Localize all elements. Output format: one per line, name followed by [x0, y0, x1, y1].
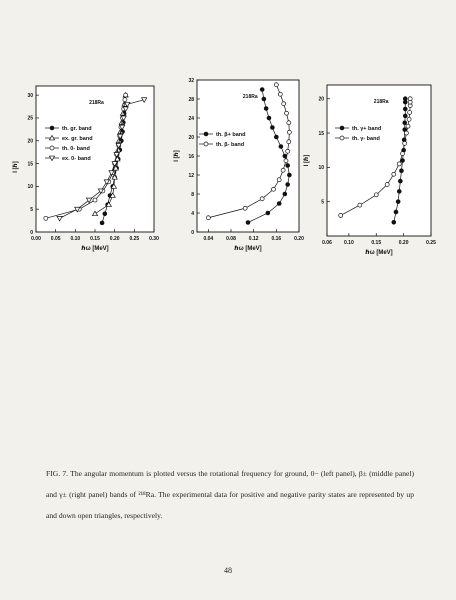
point-3-0-12: [403, 107, 407, 111]
point-2-1-1: [243, 206, 247, 210]
point-3-1-7: [403, 141, 407, 145]
point-3-0-1: [394, 210, 398, 214]
point-2-0-12: [264, 107, 268, 111]
y-tick-label-2-7: 28: [188, 96, 194, 103]
point-2-1-0: [206, 216, 210, 220]
point-2-0-8: [279, 145, 283, 149]
legend-label-1-2: th. 0- band: [62, 146, 90, 152]
y-tick-label-1-0: 0: [30, 229, 33, 236]
point-1-2-13: [123, 98, 127, 102]
point-2-0-13: [262, 97, 266, 101]
x-tick-label-1-0: 0.00: [31, 236, 41, 242]
point-3-1-6: [401, 152, 405, 156]
x-tick-label-3-2: 0.15: [371, 240, 382, 246]
point-2-0-3: [283, 192, 287, 196]
x-tick-label-3-4: 0.25: [426, 240, 436, 246]
point-3-0-11: [403, 114, 407, 118]
x-tick-label-3-3: 0.20: [398, 240, 409, 246]
point-2-0-0: [246, 221, 250, 225]
y-axis-label-3: I [ℏ]: [304, 154, 310, 167]
point-3-1-4: [392, 172, 396, 176]
point-2-1-6: [284, 159, 288, 163]
x-axis-label-2: ℏω [MeV]: [234, 246, 262, 252]
point-2-1-9: [287, 130, 291, 134]
point-3-0-14: [403, 97, 407, 101]
y-tick-label-2-3: 12: [188, 172, 194, 179]
legend-marker-3-1: [340, 136, 344, 140]
point-2-0-2: [277, 202, 281, 206]
y-tick-label-1-5: 25: [27, 115, 33, 122]
y-tick-label-3-1: 10: [318, 165, 324, 172]
point-2-0-6: [286, 164, 290, 168]
page-number: 48: [224, 566, 232, 575]
isotope-label-2: 218Ra: [242, 94, 258, 100]
x-tick-label-1-1: 0.05: [50, 236, 61, 242]
legend-label-2-1: th. β- band: [216, 142, 245, 148]
point-2-1-5: [281, 168, 285, 172]
panel-2: [173, 78, 304, 252]
x-tick-label-2-3: 0.16: [271, 236, 282, 242]
y-tick-label-3-0: 5: [321, 199, 324, 206]
point-3-0-3: [397, 189, 401, 193]
panel-1: [12, 86, 159, 252]
point-3-1-5: [397, 162, 401, 166]
x-tick-label-1-3: 0.15: [90, 236, 100, 242]
y-axis-label-1: I [ℏ]: [13, 161, 19, 173]
point-2-0-10: [270, 126, 274, 130]
point-2-1-8: [287, 140, 291, 144]
y-tick-label-1-3: 15: [27, 161, 33, 168]
legend-marker-1-2: [50, 146, 54, 150]
y-tick-label-1-1: 5: [30, 206, 33, 213]
legend-label-2-0: th. β+ band: [216, 132, 246, 138]
point-3-1-9: [406, 124, 410, 128]
x-tick-label-3-0: 0.06: [322, 240, 332, 246]
point-3-0-4: [398, 179, 402, 183]
x-axis-label-3: ℏω [MeV]: [365, 250, 393, 256]
legend-label-1-0: th. gr. band: [62, 126, 92, 132]
point-3-0-2: [396, 200, 400, 204]
legend-label-1-3: ex. 0- band: [62, 156, 91, 162]
point-3-1-1: [358, 203, 362, 207]
x-tick-label-1-6: 0.30: [149, 236, 159, 242]
point-2-0-11: [267, 116, 271, 120]
y-tick-label-2-4: 16: [188, 153, 194, 160]
point-2-1-7: [286, 149, 290, 153]
point-3-1-11: [408, 110, 412, 114]
legend-label-3-0: th. γ+ band: [352, 126, 382, 132]
x-tick-label-1-4: 0.20: [109, 236, 120, 242]
x-tick-label-2-4: 0.20: [294, 236, 304, 242]
point-1-0-1: [103, 212, 107, 216]
isotope-label-1: 218Ra: [89, 100, 104, 106]
legend-label-1-1: ex. gr. band: [62, 136, 93, 142]
figure-caption: [46, 463, 414, 526]
point-3-1-3: [385, 183, 389, 187]
point-2-1-2: [260, 197, 264, 201]
point-3-1-8: [404, 131, 408, 135]
y-tick-label-2-6: 24: [188, 115, 194, 122]
point-3-1-0: [339, 213, 343, 217]
isotope-label-3: 218Ra: [373, 99, 389, 105]
panel-3: [303, 85, 436, 256]
y-tick-label-3-3: 20: [318, 96, 324, 103]
point-3-0-10: [403, 121, 407, 125]
legend-marker-3-0: [340, 126, 344, 130]
point-3-1-10: [407, 117, 411, 121]
x-tick-label-1-2: 0.10: [70, 236, 81, 242]
point-3-0-5: [399, 169, 403, 173]
panel-1-frame: [36, 86, 154, 232]
point-2-1-14: [274, 83, 278, 87]
x-tick-label-1-5: 0.25: [129, 236, 140, 242]
point-2-1-4: [277, 178, 281, 182]
x-tick-label-2-2: 0.12: [248, 236, 259, 242]
point-2-1-3: [272, 187, 276, 191]
legend-marker-1-0: [50, 126, 54, 130]
y-tick-label-1-6: 30: [27, 92, 33, 99]
point-2-0-1: [266, 211, 270, 215]
y-tick-label-2-5: 20: [188, 134, 194, 141]
y-tick-label-2-1: 4: [191, 210, 194, 217]
x-tick-label-3-1: 0.10: [344, 240, 354, 246]
point-1-2-14: [124, 93, 128, 97]
y-tick-label-3-2: 15: [318, 130, 324, 137]
y-tick-label-2-0: 0: [191, 229, 194, 236]
legend-marker-2-1: [204, 142, 208, 146]
legend-marker-2-0: [204, 132, 208, 136]
point-2-0-14: [260, 88, 264, 92]
point-3-1-2: [374, 193, 378, 197]
caption-label: FIG. 7.: [46, 469, 69, 478]
x-tick-label-2-1: 0.08: [226, 236, 236, 242]
y-axis-label-2: I [ℏ]: [174, 150, 180, 162]
panel-3-frame: [327, 85, 431, 236]
point-1-2-2: [93, 198, 97, 202]
point-2-0-5: [287, 173, 291, 177]
point-2-1-12: [282, 102, 286, 106]
y-tick-label-2-8: 32: [188, 77, 194, 84]
point-2-0-9: [274, 135, 278, 139]
point-1-0-0: [100, 221, 104, 225]
legend-label-3-1: th. γ- band: [352, 136, 380, 142]
point-2-0-4: [286, 183, 290, 187]
y-tick-label-1-2: 10: [27, 184, 33, 191]
y-tick-label-1-4: 20: [27, 138, 33, 145]
point-2-1-10: [287, 121, 291, 125]
x-tick-label-2-0: 0.04: [203, 236, 214, 242]
caption-text: The angular momentum is plotted versus the rotational frequency for ground, 0− (left panel), β± (middle panel) and γ± (right panel) bands of ²¹⁸Ra. The experimental data for positive and negative parity states are represented by up and down open triangles, respectively.: [46, 469, 414, 520]
point-3-1-14: [408, 97, 412, 101]
point-3-0-0: [392, 220, 396, 224]
point-2-1-11: [285, 111, 289, 115]
point-2-1-13: [278, 92, 282, 96]
x-axis-label-1: ℏω [MeV]: [81, 246, 109, 252]
point-1-2-0: [44, 216, 48, 220]
y-tick-label-2-2: 8: [191, 191, 194, 198]
